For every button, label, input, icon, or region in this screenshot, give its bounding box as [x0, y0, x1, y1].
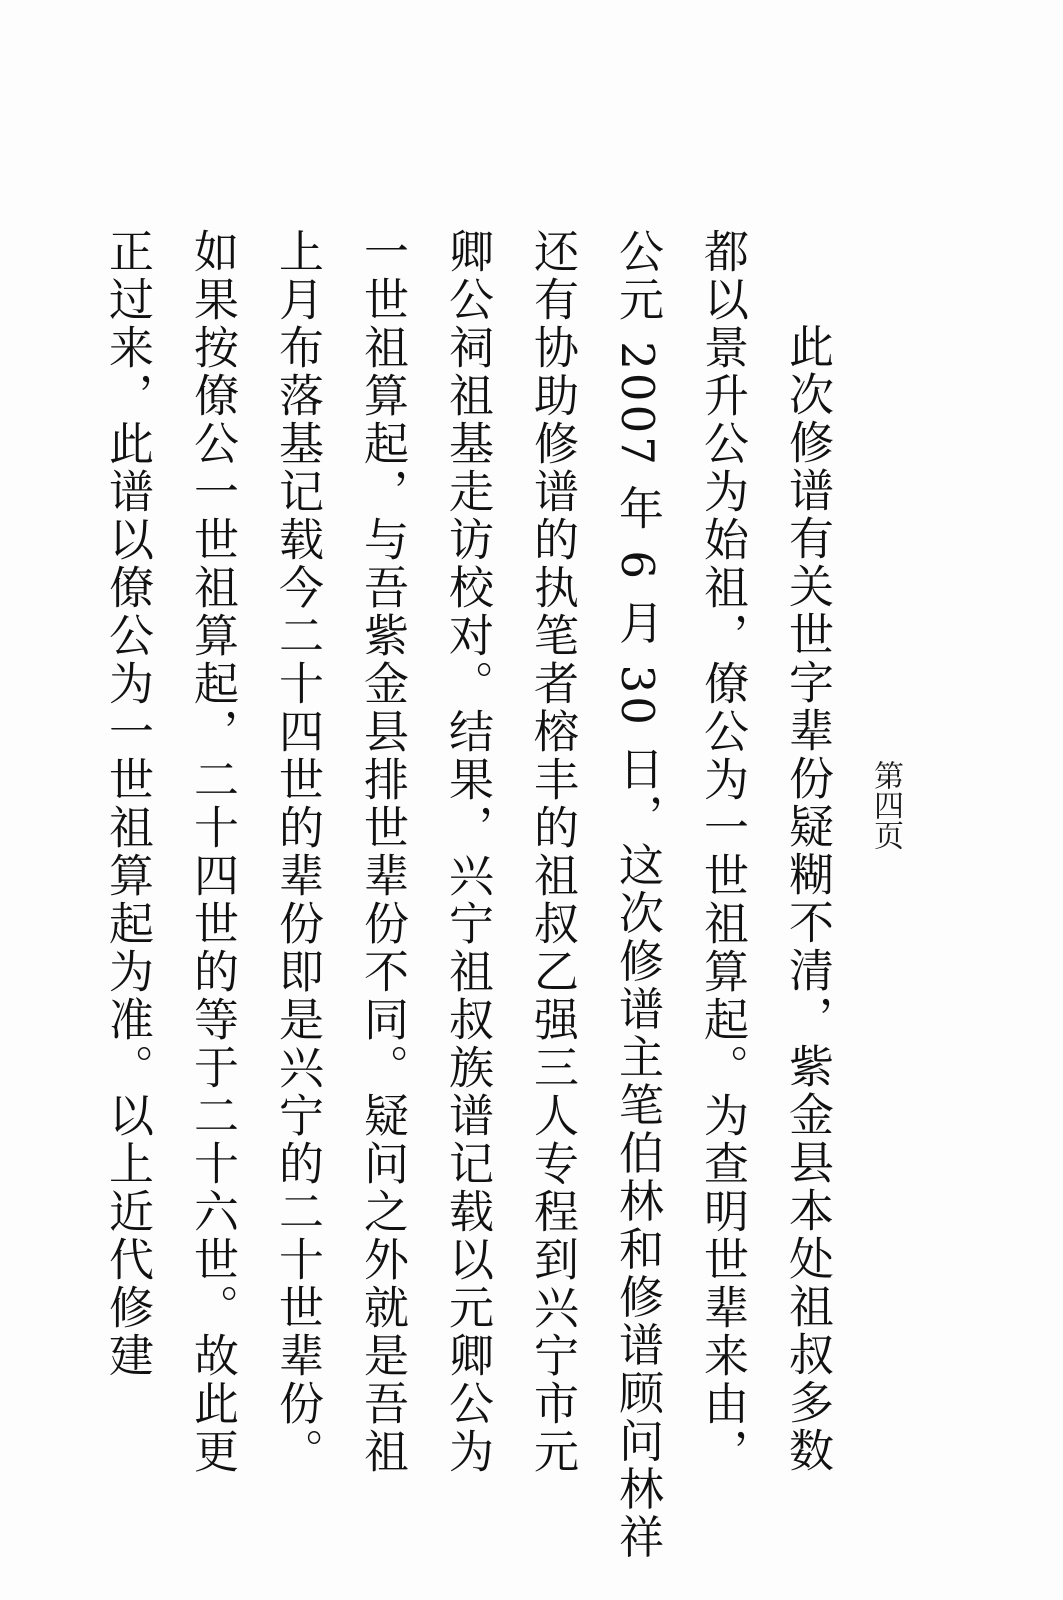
page-number: 第四页 [868, 760, 903, 850]
text-column-4: 还有协助修谱的执笔者榕丰的祖叔乙强三人专程到兴宁市元 [526, 228, 579, 1476]
text-column-2: 都以景升公为始祖，僚公为一世祖算起。为查明世辈来由， [696, 228, 749, 1476]
body-text [100, 228, 850, 1562]
text-column-3: 公元 2007 年 6 月 30 日，这次修谱主笔伯林和修谱顾问林祥 [611, 228, 664, 1562]
text-column-5: 卿公祠祖基走访校对。结果，兴宁祖叔族谱记载以元卿公为 [441, 228, 494, 1476]
text-column-9: 正过来，此谱以僚公为一世祖算起为准。以上近代修建 [101, 228, 154, 1380]
text-column-1: 此次修谱有关世字辈份疑糊不清，紫金县本处祖叔多数 [781, 323, 834, 1475]
text-column-8: 如果按僚公一世祖算起，二十四世的等于二十六世。故此更 [186, 228, 239, 1476]
text-column-7: 上月布落基记载今二十四世的辈份即是兴宁的二十世辈份。 [271, 228, 324, 1476]
text-column-6: 一世祖算起，与吾紫金县排世辈份不同。疑问之外就是吾祖 [356, 228, 409, 1476]
